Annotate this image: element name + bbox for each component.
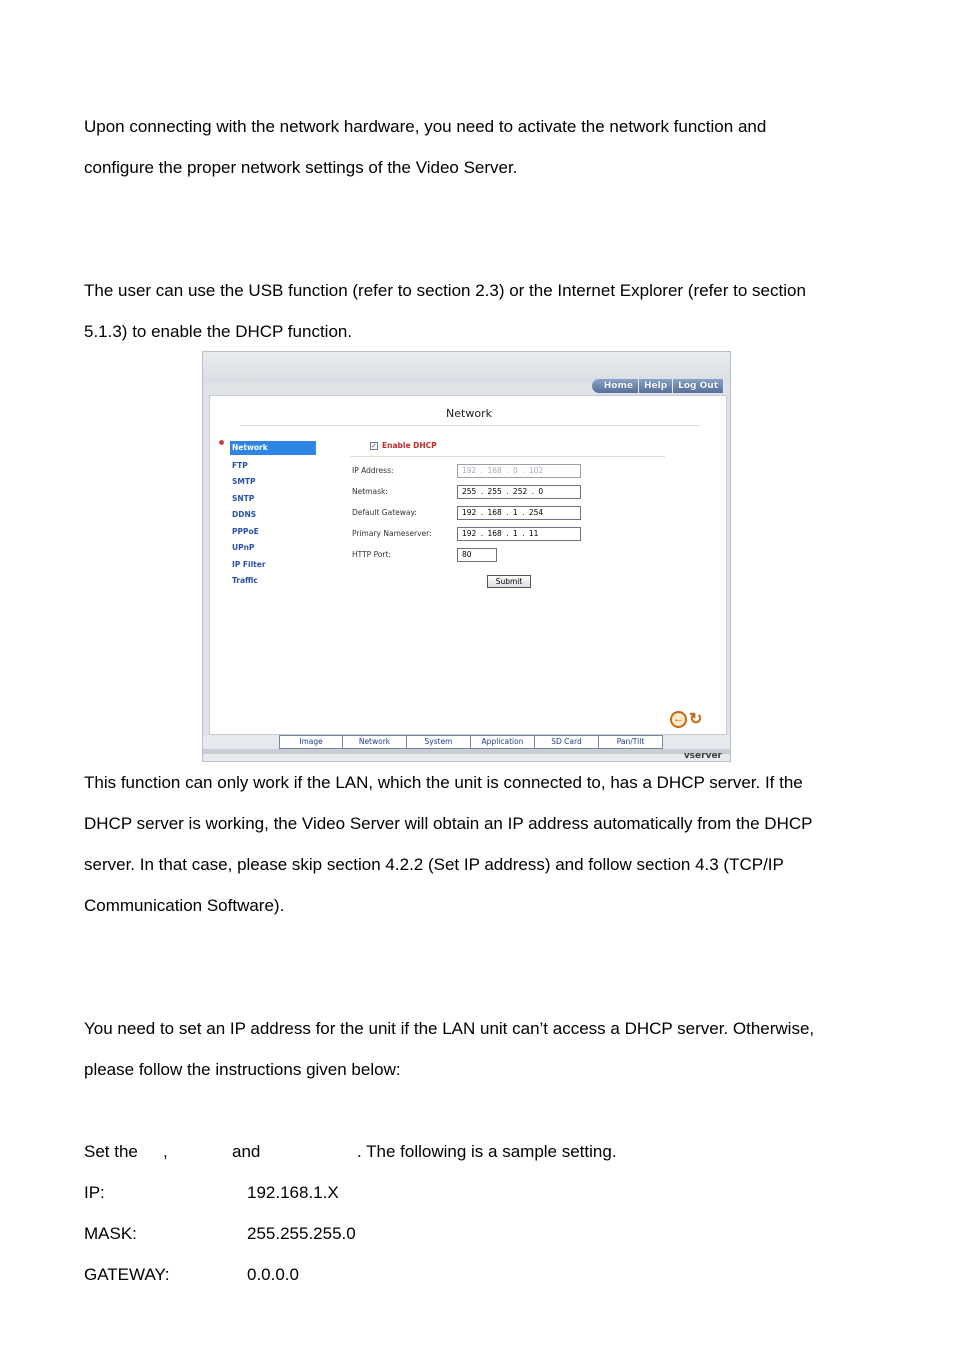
sidebar-item-ftp[interactable]: FTP <box>232 460 248 470</box>
dhcp-note-line-2: DHCP server is working, the Video Server will obtain an IP address automatically from the DHCP <box>84 814 813 833</box>
set-ip-line-1: You need to set an IP address for the unit if the LAN unit can’t access a DHCP server. Otherwise, <box>84 1019 815 1038</box>
brand-logo: vserver <box>683 751 722 761</box>
enable-dhcp-label: Enable DHCP <box>382 441 437 450</box>
sidebar-item-sntp[interactable]: SNTP <box>232 493 255 503</box>
bottom-strip <box>203 749 730 754</box>
setting-ip-value: 192.168.1.X <box>247 1183 339 1202</box>
bottom-tabs <box>279 735 663 749</box>
dhcp-note-line-1: This function can only work if the LAN, which the unit is connected to, has a DHCP server. If the <box>84 773 803 792</box>
sidebar-item-traffic[interactable]: Traffic <box>232 576 258 585</box>
gateway-field[interactable]: 192 . 168 . 1 . 254 <box>457 506 581 520</box>
tab-application[interactable]: Application <box>471 735 535 749</box>
active-bullet-icon <box>219 440 224 445</box>
sidebar-nav <box>230 441 316 590</box>
dhcp-intro-line-1: The user can use the USB function (refer to section 2.3) or the Internet Explorer (refer to section <box>84 281 806 300</box>
reload-icon[interactable]: ↻ <box>689 711 703 728</box>
sidebar-item-smtp[interactable]: SMTP <box>232 477 256 486</box>
http-port-field[interactable]: 80 <box>457 548 497 562</box>
page-title: Network <box>446 407 492 420</box>
http-port-label: HTTP Port: <box>352 550 391 559</box>
sample-text-part-2: , <box>163 1142 168 1161</box>
ip-address-field[interactable]: 192 . 168 . 0 . 102 <box>457 464 581 478</box>
setting-gateway-label: GATEWAY: <box>84 1265 170 1284</box>
network-settings-screenshot <box>202 351 731 762</box>
tab-network[interactable]: Network <box>343 735 407 749</box>
tab-image[interactable]: Image <box>279 735 343 749</box>
set-ip-line-2: please follow the instructions given below: <box>84 1060 401 1079</box>
intro-line-2: configure the proper network settings of the Video Server. <box>84 158 518 177</box>
tab-pan-tilt[interactable]: Pan/Tilt <box>599 735 663 749</box>
enable-dhcp-checkbox[interactable] <box>370 441 437 450</box>
ip-address-label: IP Address: <box>352 466 394 475</box>
logout-button[interactable]: Log Out <box>673 379 724 393</box>
sample-text-part-4: . The following is a sample setting. <box>357 1142 617 1161</box>
gateway-label: Default Gateway: <box>352 508 417 517</box>
nameserver-label: Primary Nameserver: <box>352 529 432 538</box>
bottom-bar <box>203 735 730 762</box>
checkbox-check-icon: ✓ <box>371 441 377 450</box>
setting-gateway-value: 0.0.0.0 <box>247 1265 299 1284</box>
header-strip <box>203 352 730 382</box>
netmask-field[interactable]: 255 . 255 . 252 . 0 <box>457 485 581 499</box>
nameserver-field[interactable]: 192 . 168 . 1 . 11 <box>457 527 581 541</box>
sidebar-item-pppoe[interactable]: PPPoE <box>232 526 259 536</box>
tab-system[interactable]: System <box>407 735 471 749</box>
intro-line-1: Upon connecting with the network hardware, you need to activate the network function and <box>84 117 767 136</box>
submit-button[interactable]: Submit <box>487 575 531 588</box>
sidebar-item-upnp[interactable]: UPnP <box>232 543 255 552</box>
tab-sd-card[interactable]: SD Card <box>535 735 599 749</box>
corner-icons <box>670 711 704 728</box>
dhcp-note-line-3: server. In that case, please skip section 4.2.2 (Set IP address) and follow section 4.3 (TCP/IP <box>84 855 784 874</box>
sidebar-item-network[interactable]: Network <box>230 441 316 455</box>
settings-panel <box>209 395 727 735</box>
setting-mask-label: MASK: <box>84 1224 137 1243</box>
divider <box>240 425 700 426</box>
divider <box>350 456 665 457</box>
home-button[interactable]: Home <box>592 379 639 393</box>
back-icon[interactable]: ← <box>670 711 687 728</box>
netmask-label: Netmask: <box>352 487 388 496</box>
top-button-bar <box>592 379 724 393</box>
sidebar-item-ip-filter[interactable]: IP Filter <box>232 559 266 569</box>
sample-text-part-1: Set the <box>84 1142 138 1161</box>
dhcp-note-line-4: Communication Software). <box>84 896 285 915</box>
help-button[interactable]: Help <box>639 379 673 393</box>
setting-mask-value: 255.255.255.0 <box>247 1224 356 1243</box>
dhcp-intro-line-2: 5.1.3) to enable the DHCP function. <box>84 322 353 341</box>
sample-text-part-3: and <box>232 1142 261 1161</box>
sidebar-item-ddns[interactable]: DDNS <box>232 510 257 519</box>
setting-ip-label: IP: <box>84 1183 105 1202</box>
